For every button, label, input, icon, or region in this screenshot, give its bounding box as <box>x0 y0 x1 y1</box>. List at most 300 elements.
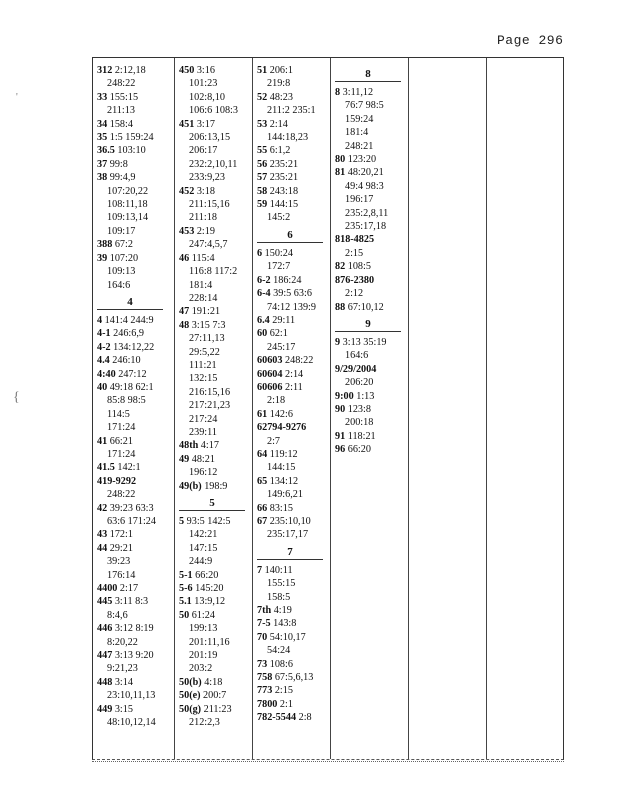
index-entry <box>257 260 330 273</box>
page-line-refs: 186:24 <box>273 274 302 286</box>
page-line-refs: 248:22 <box>285 355 314 367</box>
page-line-refs: 108:5 <box>347 261 371 273</box>
page-line-refs: 54:10,17 <box>269 631 306 643</box>
index-entry <box>179 676 252 689</box>
index-entry <box>97 488 174 501</box>
index-entry <box>257 577 330 590</box>
page-line-refs: 196:12 <box>189 467 218 479</box>
index-term: 6-2 <box>257 274 271 286</box>
index-entry <box>257 564 330 577</box>
index-entry <box>179 265 252 278</box>
page-line-refs: 235:17,17 <box>267 529 309 541</box>
page-line-refs: 119:12 <box>269 448 298 460</box>
page-line-refs: 66:21 <box>109 435 133 447</box>
index-entry <box>335 376 408 389</box>
index-entry <box>335 403 408 416</box>
index-term: 48th <box>179 440 199 452</box>
section-heading: 8 <box>335 67 401 82</box>
index-term: 447 <box>97 650 113 662</box>
page-line-refs: 206:17 <box>189 145 218 157</box>
index-entry <box>257 528 330 541</box>
index-entry <box>257 591 330 604</box>
index-entry <box>335 166 408 179</box>
index-term: 448 <box>97 676 113 688</box>
page-line-refs: 3:11,12 <box>342 87 374 98</box>
page-line-refs: 2:14 <box>285 368 304 380</box>
page-line-refs: 3:15 7:3 <box>191 319 226 331</box>
index-column-2 <box>175 58 253 759</box>
page-line-refs: 102:8,10 <box>189 91 225 103</box>
index-entry <box>179 555 252 568</box>
index-entry <box>179 716 252 729</box>
index-entry <box>97 368 174 381</box>
index-entry <box>97 327 174 340</box>
page-line-refs: 123:8 <box>347 403 371 415</box>
index-entry <box>335 247 408 260</box>
index-entry <box>257 408 330 421</box>
page-line-refs: 103:10 <box>117 145 146 157</box>
index-entry <box>97 676 174 689</box>
page-line-refs: 63:6 171:24 <box>107 516 156 527</box>
index-entry <box>97 279 174 292</box>
index-term: 9 <box>335 336 341 348</box>
page-line-refs: 9:21,23 <box>107 663 138 675</box>
index-term: 50(b) <box>179 676 202 688</box>
page-line-refs: 150:24 <box>264 247 293 259</box>
index-entry <box>179 305 252 318</box>
page-line-refs: 115:4 <box>191 252 215 264</box>
index-entry <box>97 91 174 104</box>
word-index-table <box>92 57 564 760</box>
index-entry <box>179 252 252 265</box>
index-entry <box>257 118 330 131</box>
page-line-refs: 176:14 <box>107 569 136 581</box>
page-line-refs: 171:24 <box>107 422 136 434</box>
index-entry <box>257 274 330 287</box>
index-entry <box>97 716 174 729</box>
page-line-refs: 201:11,16 <box>189 636 230 648</box>
index-entry <box>257 301 330 314</box>
index-term: 7 <box>257 564 263 576</box>
index-term: 5 <box>179 516 185 527</box>
index-term: 446 <box>97 623 113 635</box>
page-line-refs: 93:5 142:5 <box>186 516 231 527</box>
index-entry <box>257 314 330 327</box>
page-line-refs: 243:18 <box>269 185 299 197</box>
page-line-refs: 111:21 <box>189 359 217 371</box>
index-entry <box>335 301 408 314</box>
index-column-5 <box>409 58 487 759</box>
index-entry <box>179 426 252 439</box>
index-entry <box>97 144 174 157</box>
index-entry <box>97 662 174 675</box>
index-entry <box>179 453 252 466</box>
index-entry <box>335 443 408 456</box>
page-line-refs: 2:8 <box>298 712 312 724</box>
index-term: 67 <box>257 516 268 527</box>
page-line-refs: 216:15,16 <box>189 386 231 398</box>
index-term: 453 <box>179 225 195 237</box>
index-term: 419-9292 <box>97 475 137 487</box>
index-term: 7800 <box>257 698 278 710</box>
index-term: 449 <box>97 703 113 715</box>
index-entry <box>179 91 252 104</box>
page-line-refs: 143:8 <box>273 618 297 630</box>
index-entry <box>257 64 330 77</box>
index-entry <box>335 390 408 403</box>
index-term: 5-1 <box>179 569 193 581</box>
index-term: 73 <box>257 658 268 670</box>
index-entry <box>179 528 252 541</box>
page-line-refs: 142:1 <box>117 462 141 474</box>
index-entry <box>179 569 252 582</box>
index-term: 50(g) <box>179 703 202 715</box>
page-line-refs: 164:6 <box>107 279 131 291</box>
index-entry <box>257 211 330 224</box>
index-term: 8 <box>335 87 341 98</box>
index-entry <box>97 354 174 367</box>
page-line-refs: 109:13 <box>107 266 136 278</box>
index-entry <box>179 158 252 171</box>
page-line-refs: 206:13,15 <box>189 132 231 144</box>
index-term: 49(b) <box>179 480 202 492</box>
index-entry <box>97 528 174 541</box>
index-term: 38 <box>97 172 108 184</box>
page-line-refs: 109:17 <box>107 225 136 237</box>
index-term: 4-1 <box>97 328 111 340</box>
index-term: 48 <box>179 319 190 331</box>
page-line-refs: 61:24 <box>191 609 215 621</box>
page-line-refs: 246:10 <box>112 355 141 367</box>
page-line-refs: 145:20 <box>195 583 224 595</box>
page-line-refs: 196:17 <box>345 194 374 206</box>
index-term: 7th <box>257 605 272 617</box>
index-term: 82 <box>335 261 346 273</box>
page-line-refs: 2:11 <box>285 381 303 393</box>
index-entry <box>179 279 252 292</box>
page-line-refs: 235:21 <box>269 158 299 170</box>
page-line-refs: 3:13 35:19 <box>342 336 387 348</box>
section-heading: 5 <box>179 496 245 511</box>
index-entry <box>257 435 330 448</box>
page-number: Page 296 <box>497 33 564 48</box>
index-entry <box>97 569 174 582</box>
margin-mark-top: ' <box>16 92 18 103</box>
page-line-refs: 29:5,22 <box>189 346 220 358</box>
index-entry <box>257 448 330 461</box>
page-line-refs: 203:2 <box>189 663 213 675</box>
index-term: 57 <box>257 172 268 184</box>
index-entry <box>179 77 252 90</box>
page-line-refs: 244:9 <box>189 556 213 568</box>
index-entry <box>257 198 330 211</box>
page-line-refs: 181:4 <box>189 279 213 291</box>
index-entry <box>335 126 408 139</box>
page-line-refs: 99:8 <box>109 158 128 170</box>
page-line-refs: 116:8 117:2 <box>189 266 238 278</box>
page-line-refs: 172:7 <box>267 261 291 273</box>
page-line-refs: 39:23 63:3 <box>109 502 154 514</box>
index-term: 7-5 <box>257 618 271 630</box>
section-heading: 4 <box>97 295 163 310</box>
index-term: 4-2 <box>97 341 111 353</box>
index-term: 445 <box>97 596 113 608</box>
index-entry <box>257 488 330 501</box>
index-term: 46 <box>179 252 190 264</box>
index-entry <box>257 368 330 381</box>
index-term: 58 <box>257 185 268 197</box>
page-line-refs: 140:11 <box>264 564 293 576</box>
page-line-refs: 247:12 <box>118 368 147 380</box>
index-entry <box>257 381 330 394</box>
index-term: 451 <box>179 118 195 130</box>
index-term: 65 <box>257 475 268 487</box>
index-term: 6 <box>257 247 263 259</box>
index-entry <box>257 341 330 354</box>
index-entry <box>257 684 330 697</box>
page-line-refs: 2:15 <box>345 247 364 259</box>
index-entry <box>257 515 330 528</box>
index-entry <box>335 153 408 166</box>
index-entry <box>335 363 408 376</box>
index-term: 70 <box>257 631 268 643</box>
index-entry <box>97 502 174 515</box>
index-term: 773 <box>257 685 273 697</box>
page-line-refs: 1:13 <box>356 390 375 402</box>
index-term: 80 <box>335 154 346 166</box>
index-entry <box>179 595 252 608</box>
index-term: 90 <box>335 403 346 415</box>
index-term: 818-4825 <box>335 234 375 246</box>
index-entry <box>179 64 252 77</box>
page-line-refs: 239:11 <box>189 426 217 438</box>
index-entry <box>179 689 252 702</box>
index-entry <box>179 292 252 305</box>
page-line-refs: 142:6 <box>269 408 293 420</box>
index-term: 782-5544 <box>257 712 297 724</box>
index-entry <box>97 185 174 198</box>
index-entry <box>97 408 174 421</box>
index-entry <box>179 171 252 184</box>
page-line-refs: 8:20,22 <box>107 636 138 648</box>
index-entry <box>179 118 252 131</box>
page-line-refs: 199:13 <box>189 623 218 635</box>
page-line-refs: 206:20 <box>345 377 374 389</box>
index-term: 60606 <box>257 381 283 393</box>
page-line-refs: 3:18 <box>196 185 215 197</box>
page-line-refs: 2:7 <box>267 435 281 447</box>
page-line-refs: 29:21 <box>109 542 133 554</box>
index-entry <box>97 595 174 608</box>
index-term: 36.5 <box>97 145 115 157</box>
page-line-refs: 134:12 <box>269 475 299 487</box>
page-line-refs: 74:12 139:9 <box>267 301 316 313</box>
index-entry <box>179 649 252 662</box>
index-entry <box>335 193 408 206</box>
index-entry <box>335 99 408 112</box>
index-entry <box>179 582 252 595</box>
page-line-refs: 142:21 <box>189 529 218 541</box>
index-term: 44 <box>97 542 108 554</box>
index-entry <box>179 386 252 399</box>
index-entry <box>97 198 174 211</box>
index-entry <box>257 502 330 515</box>
index-entry <box>97 265 174 278</box>
index-term: 6-4 <box>257 288 271 300</box>
index-term: 35 <box>97 132 108 144</box>
page-line-refs: 141:4 244:9 <box>104 314 154 326</box>
page-line-refs: 144:18,23 <box>267 132 309 144</box>
index-entry <box>97 118 174 131</box>
page-line-refs: 2:17 <box>119 583 139 595</box>
page-line-refs: 155:15 <box>109 91 139 103</box>
page-line-refs: 109:13,14 <box>107 212 149 224</box>
index-entry <box>179 332 252 345</box>
page-line-refs: 235:2,8,11 <box>345 207 389 219</box>
index-entry <box>179 399 252 412</box>
index-entry <box>97 542 174 555</box>
index-term: 37 <box>97 158 108 170</box>
index-entry <box>179 480 252 493</box>
index-column-4 <box>331 58 409 759</box>
index-term: 59 <box>257 199 268 211</box>
index-term: 876-2380 <box>335 274 375 286</box>
page-line-refs: 83:15 <box>269 502 293 514</box>
page-line-refs: 123:20 <box>347 154 377 166</box>
page-line-refs: 132:15 <box>189 373 218 385</box>
index-entry <box>97 64 174 77</box>
index-entry <box>97 104 174 117</box>
index-entry <box>257 158 330 171</box>
index-entry <box>97 515 174 528</box>
page-line-refs: 4:17 <box>200 440 219 452</box>
index-entry <box>335 274 408 287</box>
page-line-refs: 54:24 <box>267 645 291 657</box>
index-entry <box>179 542 252 555</box>
index-entry <box>97 461 174 474</box>
page-line-refs: 206:1 <box>269 65 293 76</box>
index-term: 5.1 <box>179 596 192 608</box>
index-term: 9/29/2004 <box>335 363 377 375</box>
page-line-refs: 248:22 <box>107 489 136 501</box>
page-line-refs: 85:8 98:5 <box>107 395 146 407</box>
index-entry <box>335 140 408 153</box>
page-line-refs: 101:23 <box>189 78 218 90</box>
index-column-3 <box>253 58 331 759</box>
index-entry <box>97 703 174 716</box>
index-term: 34 <box>97 118 108 130</box>
index-term: 91 <box>335 430 346 442</box>
page-line-refs: 2:18 <box>267 395 286 407</box>
index-entry <box>179 185 252 198</box>
index-entry <box>257 354 330 367</box>
index-entry <box>257 631 330 644</box>
page-line-refs: 62:1 <box>269 328 288 340</box>
page-line-refs: 3:16 <box>196 65 215 76</box>
page-line-refs: 164:6 <box>345 350 369 362</box>
page-line-refs: 76:7 98:5 <box>345 100 384 112</box>
page-line-refs: 4:19 <box>273 605 292 617</box>
index-term: 52 <box>257 91 268 103</box>
page-line-refs: 2:12,18 <box>114 65 146 76</box>
index-term: 42 <box>97 502 108 514</box>
page-line-refs: 114:5 <box>107 408 130 420</box>
index-term: 64 <box>257 448 268 460</box>
index-entry <box>97 341 174 354</box>
page-line-refs: 201:19 <box>189 650 218 662</box>
index-entry <box>257 461 330 474</box>
page-line-refs: 149:6,21 <box>267 489 303 501</box>
index-entry <box>97 609 174 622</box>
index-entry <box>97 77 174 90</box>
page-line-refs: 48:20,21 <box>347 167 384 179</box>
index-term: 452 <box>179 185 195 197</box>
index-entry <box>179 439 252 452</box>
page-line-refs: 172:1 <box>109 529 133 541</box>
index-term: 50(e) <box>179 690 201 702</box>
index-entry <box>97 582 174 595</box>
bottom-border <box>92 761 564 762</box>
page-line-refs: 145:2 <box>267 212 291 224</box>
page-line-refs: 2:12 <box>345 288 364 300</box>
index-entry <box>179 104 252 117</box>
index-entry <box>257 698 330 711</box>
page-line-refs: 159:24 <box>345 113 374 125</box>
page-line-refs: 39:23 <box>107 556 131 568</box>
index-entry <box>97 238 174 251</box>
index-entry <box>97 649 174 662</box>
section-heading: 6 <box>257 228 323 243</box>
index-entry <box>97 421 174 434</box>
index-term: 60 <box>257 328 268 340</box>
index-entry <box>257 617 330 630</box>
index-entry <box>257 421 330 434</box>
index-entry <box>335 113 408 126</box>
index-entry <box>179 662 252 675</box>
page-line-refs: 211:13 <box>107 105 135 117</box>
page-line-refs: 246:6,9 <box>113 328 144 340</box>
index-term: 450 <box>179 65 195 76</box>
page-line-refs: 200:7 <box>203 690 227 702</box>
index-entry <box>179 211 252 224</box>
index-entry <box>257 327 330 340</box>
page-line-refs: 1:5 159:24 <box>109 132 154 144</box>
index-entry <box>97 448 174 461</box>
index-entry <box>179 346 252 359</box>
index-term: 43 <box>97 529 108 541</box>
page-line-refs: 147:15 <box>189 542 218 554</box>
page-line-refs: 67:2 <box>114 239 133 251</box>
page-line-refs: 2:1 <box>279 698 293 710</box>
page-line-refs: 3:17 <box>196 118 215 130</box>
page-line-refs: 3:11 8:3 <box>114 596 149 608</box>
margin-mark-brace: { <box>13 390 20 405</box>
index-entry <box>335 86 408 99</box>
index-entry <box>179 198 252 211</box>
index-entry <box>179 636 252 649</box>
page-line-refs: 27:11,13 <box>189 333 225 345</box>
index-column-1 <box>93 58 175 759</box>
index-entry <box>179 515 252 528</box>
page-line-refs: 66:20 <box>195 569 219 581</box>
page-line-refs: 118:21 <box>347 430 376 442</box>
page-line-refs: 2:19 <box>196 225 215 237</box>
page-line-refs: 212:2,3 <box>189 717 220 729</box>
page-line-refs: 3:14 <box>114 676 133 688</box>
page-line-refs: 232:2,10,11 <box>189 158 238 170</box>
index-term: 88 <box>335 301 346 313</box>
page-line-refs: 217:24 <box>189 413 218 425</box>
